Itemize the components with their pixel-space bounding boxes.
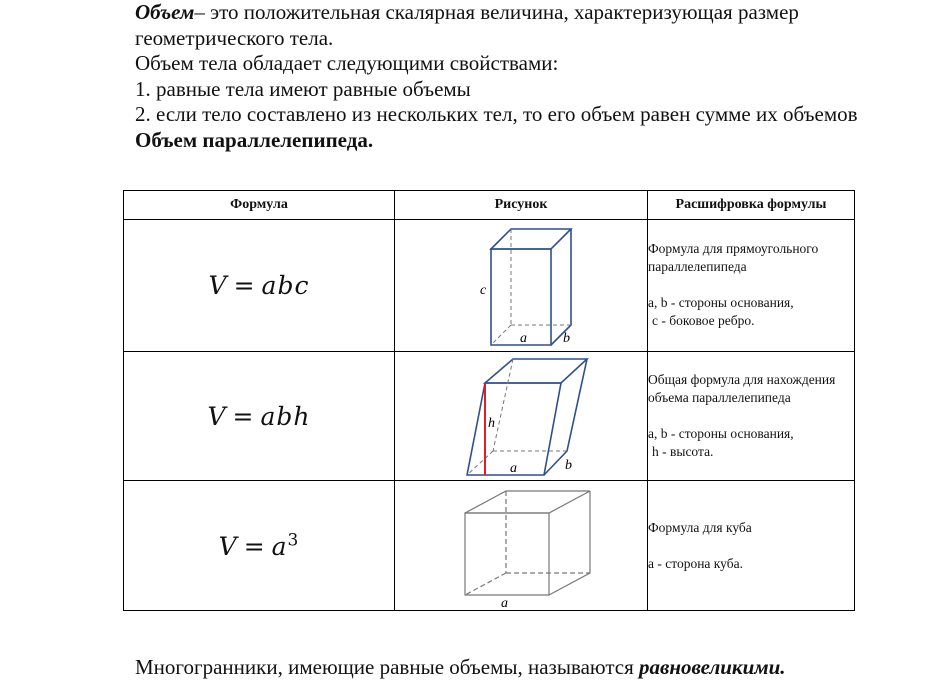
property-1: 1. равные тела имеют равные объемы <box>135 76 471 101</box>
property-2: 2. если тело составлено из нескольких тел, то его объем равен сумме их объемов <box>135 102 858 126</box>
formula-rhs: abc <box>261 270 310 300</box>
volume-term: Объем <box>135 0 195 24</box>
label-b: b <box>563 331 570 347</box>
closing-sentence <box>135 655 786 680</box>
formula-lhs: V <box>218 531 238 561</box>
formula-exponent: 3 <box>287 530 300 551</box>
label-a: a <box>520 331 527 347</box>
formula-eq: = <box>232 401 255 431</box>
oblique-parallelepiped-figure <box>401 353 641 479</box>
header-figure: Рисунок <box>395 191 648 220</box>
closing-text: Многогранники, имеющие равные объемы, называются <box>135 655 639 679</box>
formula-a3 <box>219 532 300 561</box>
formula-lhs: V <box>207 401 227 431</box>
description-line-1: a, b - стороны основания, <box>648 426 794 441</box>
description-cell <box>648 481 855 611</box>
formula-abc <box>209 271 310 300</box>
description-line-2: h - высота. <box>652 444 714 459</box>
description-line-1: a - сторона куба. <box>648 555 743 571</box>
table-row-cube <box>124 481 855 611</box>
table-row-rectangular <box>124 220 855 352</box>
definition-paragraph <box>135 0 925 51</box>
closing-term: равновеликими. <box>639 655 786 679</box>
figure-cell <box>395 481 648 611</box>
front-face <box>465 513 549 595</box>
figure-cell <box>395 351 648 481</box>
description-cell <box>648 351 855 481</box>
label-a: a <box>501 595 508 609</box>
table-row-general <box>124 351 855 481</box>
formula-cell <box>124 351 395 481</box>
properties-intro: Объем тела обладает следующими свойствами: <box>135 51 559 75</box>
description-line-1: a, b - стороны основания, <box>648 295 794 311</box>
figure-cell <box>395 220 648 352</box>
formula-lhs: V <box>208 270 228 300</box>
formula-rhs: a <box>271 531 288 561</box>
formula-abh <box>207 402 310 431</box>
formula-cell <box>124 220 395 352</box>
header-description: Расшифровка формулы <box>648 191 855 220</box>
label-c: c <box>480 283 487 299</box>
label-a: a <box>510 461 517 476</box>
top-face <box>485 359 587 383</box>
description-line-2: c - боковое ребро. <box>652 313 755 329</box>
rectangular-parallelepiped-figure <box>401 221 641 349</box>
hidden-edge-left <box>491 325 511 345</box>
formula-eq: = <box>233 270 256 300</box>
label-h: h <box>488 416 495 431</box>
hidden-edge-left <box>465 573 506 595</box>
formula-eq: = <box>243 531 266 561</box>
volume-definition: – это положительная скалярная величина, характеризующая размер геометрического тела. <box>135 0 799 50</box>
top-face <box>465 491 590 513</box>
formula-rhs: abh <box>260 401 311 431</box>
description-title: Общая формула для нахождения объема параллелепипеда <box>648 372 836 405</box>
volume-formulas-table <box>123 190 855 611</box>
description-cell <box>648 220 855 352</box>
formula-cell <box>124 481 395 611</box>
table-header-row <box>124 191 855 220</box>
header-formula: Формула <box>124 191 395 220</box>
right-face <box>549 491 590 595</box>
cube-figure <box>401 483 641 609</box>
label-b: b <box>565 458 572 473</box>
top-face <box>491 229 571 249</box>
description-title: Формула для куба <box>648 519 752 535</box>
intro-text <box>135 0 925 153</box>
description-title: Формула для прямоугольного параллелепипеда <box>648 241 819 275</box>
section-title: Объем параллелепипеда. <box>135 127 374 152</box>
